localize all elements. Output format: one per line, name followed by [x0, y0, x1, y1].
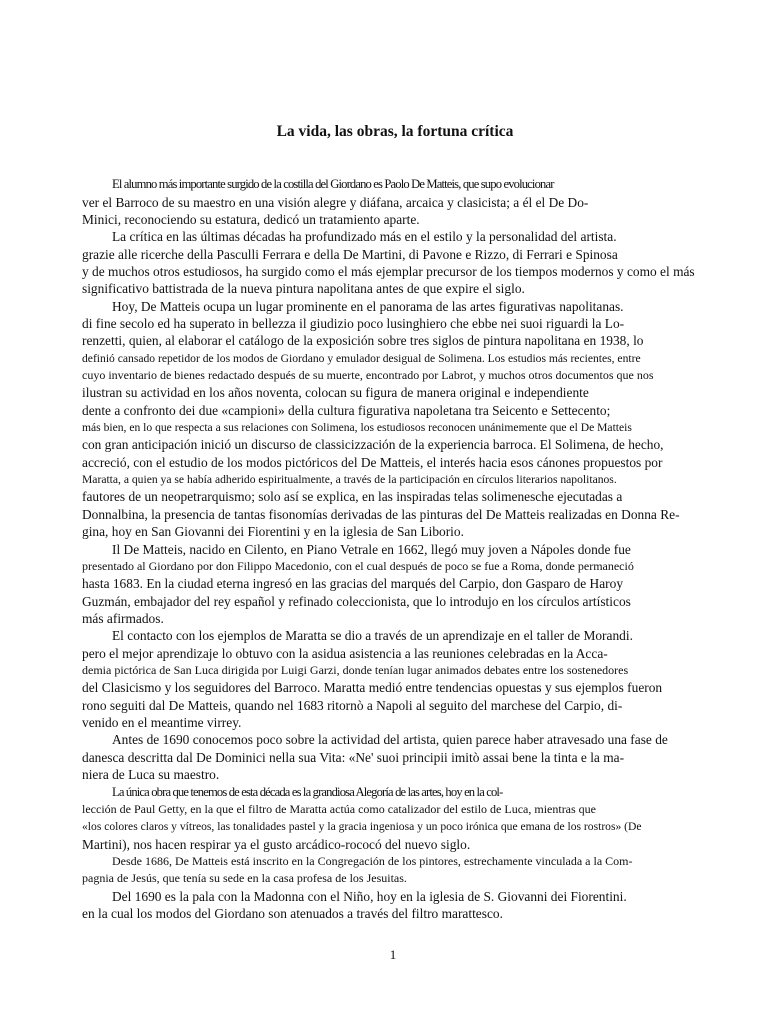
text-line: del Clasicismo y los seguidores del Barroco. Maratta medió entre tendencias opuestas y sus ejemplos fueron [82, 680, 663, 695]
text-line: dente a confronto dei due «campioni» della cultura figurativa napoletana tra Seicento e Settecento; [82, 403, 611, 418]
text-line: cuyo inventario de bienes redactado después de su muerte, encontrado por Labrot, y muchos otros documentos que nos [82, 368, 654, 382]
text-line: y de muchos otros estudiosos, ha surgido como el más ejemplar precursor de los tiempos modernos y como el más [82, 264, 695, 279]
text-line: El alumno más importante surgido de la costilla del Giordano es Paolo De Matteis, que supo evolucionar [112, 177, 554, 191]
text-line: presentado al Giordano por don Filippo Macedonio, con el cual después de poco se fue a Roma, donde permaneció [82, 559, 634, 573]
text-line: definió cansado repetidor de los modos de Giordano y emulador desigual de Solimena. Los estudios más recientes, entre [82, 352, 641, 365]
text-line: La crítica en las últimas décadas ha profundizado más en el estilo y la personalidad del artista. [112, 229, 617, 244]
text-line: Minici, reconociendo su estatura, dedicó un tratamiento aparte. [82, 212, 420, 227]
text-line: La única obra que tenemos de esta década es la grandiosa Alegoría de las artes, hoy en la col- [112, 785, 503, 799]
text-line: danesca descritta dal De Dominici nella sua Vita: «Ne' suoi principii imitò assai bene la tinta e la ma- [82, 750, 625, 765]
text-line: niera de Luca su maestro. [82, 767, 220, 782]
text-line: lección de Paul Getty, en la que el filtro de Maratta actúa como catalizador del estilo de Luca, mientras que [82, 802, 597, 816]
text-line: di fine secolo ed ha superato in bellezza il giudizio poco lusinghiero che ebbe nei suoi riguardi la Lo- [82, 316, 625, 331]
text-line: Hoy, De Matteis ocupa un lugar prominente en el panorama de las artes figurativas napolitanas. [112, 299, 624, 314]
text-line: hasta 1683. En la ciudad eterna ingresó en las gracias del marqués del Carpio, don Gasparo de Haroy [82, 576, 624, 591]
text-line: accreció, con el estudio de los modos pictóricos del De Matteis, el interés hacia esos cánones propuestos por [82, 455, 663, 470]
text-line: El contacto con los ejemplos de Maratta se dio a través de un aprendizaje en el taller de Morandi. [112, 628, 633, 643]
text-line: pero el mejor aprendizaje lo obtuvo con la asidua asistencia a las reuniones celebradas en la Acca- [82, 646, 608, 661]
text-line: ver el Barroco de su maestro en una visión alegre y diáfana, arcaica y clasicista; a él el De Do- [82, 195, 589, 210]
text-line: «los colores claros y vítreos, las tonalidades pastel y la gracia ingeniosa y un poco irónica que emana de los rostros» (De [82, 820, 642, 833]
text-line: Martini), nos hacen respirar ya el gusto arcádico-rococó del nuevo siglo. [82, 837, 471, 852]
text-line: renzetti, quien, al elaborar el catálogo de la exposición sobre tres siglos de pintura napolitana en 1938, lo [82, 333, 644, 348]
text-line: Guzmán, embajador del rey español y refinado coleccionista, que lo introdujo en los círculos artísticos [82, 594, 631, 609]
page-title: La vida, las obras, la fortuna crítica [276, 123, 514, 140]
text-line: rono seguiti dal De Matteis, quando nel 1683 ritornò a Napoli al seguito del marchese del Carpio, di- [82, 698, 623, 713]
text-line: gina, hoy en San Giovanni dei Fiorentini y en la iglesia de San Liborio. [82, 524, 464, 539]
text-line: fautores de un neopetrarquismo; solo así se explica, en las inspiradas telas solimenesche ejecutadas a [82, 489, 623, 504]
text-line: Il De Matteis, nacido en Cilento, en Piano Vetrale en 1662, llegó muy joven a Nápoles donde fue [112, 542, 631, 557]
text-line: pagnia de Jesús, que tenía su sede en la casa profesa de los Jesuitas. [82, 871, 407, 885]
text-line: demia pictórica de San Luca dirigida por Luigi Garzi, donde tenían lugar animados debates entre los sostenedores [82, 663, 629, 677]
text-line: significativo battistrada de la nueva pintura napolitana antes de que expire el siglo. [82, 281, 525, 296]
text-line: más bien, en lo que respecta a sus relaciones con Solimena, los estudiosos reconocen unánimemente que el De Matteis [82, 421, 632, 434]
text-line: Maratta, a quien ya se había adherido espiritualmente, a través de la participación en círculos literarios napolitanos. [82, 473, 617, 486]
text-line: grazie alle ricerche della Pasculli Ferrara e della De Martini, di Pavone e Rizzo, di Ferrari e Spinosa [82, 247, 618, 262]
text-line: ilustran su actividad en los años noventa, colocan su figura de manera original e independiente [82, 385, 589, 400]
text-line: con gran anticipación inició un discurso de classicizzación de la experiencia barroca. El Solimena, de hecho, [82, 437, 664, 452]
text-line: venido en el meantime virrey. [82, 715, 242, 730]
text-line: en la cual los modos del Giordano son atenuados a través del filtro marattesco. [82, 906, 503, 921]
text-line: Desde 1686, De Matteis está inscrito en la Congregación de los pintores, estrechamente vinculada a la Com- [112, 854, 633, 868]
text-line: Donnalbina, la presencia de tantas fisonomías derivadas de las pinturas del De Matteis realizadas en Donna Re- [82, 507, 680, 522]
text-line: Antes de 1690 conocemos poco sobre la actividad del artista, quien parece haber atravesado una fase de [112, 732, 668, 747]
text-line: Del 1690 es la pala con la Madonna con el Niño, hoy en la iglesia de S. Giovanni dei Fiorentini. [112, 889, 627, 904]
text-line: más afirmados. [82, 611, 164, 626]
page-number: 1 [389, 947, 397, 962]
